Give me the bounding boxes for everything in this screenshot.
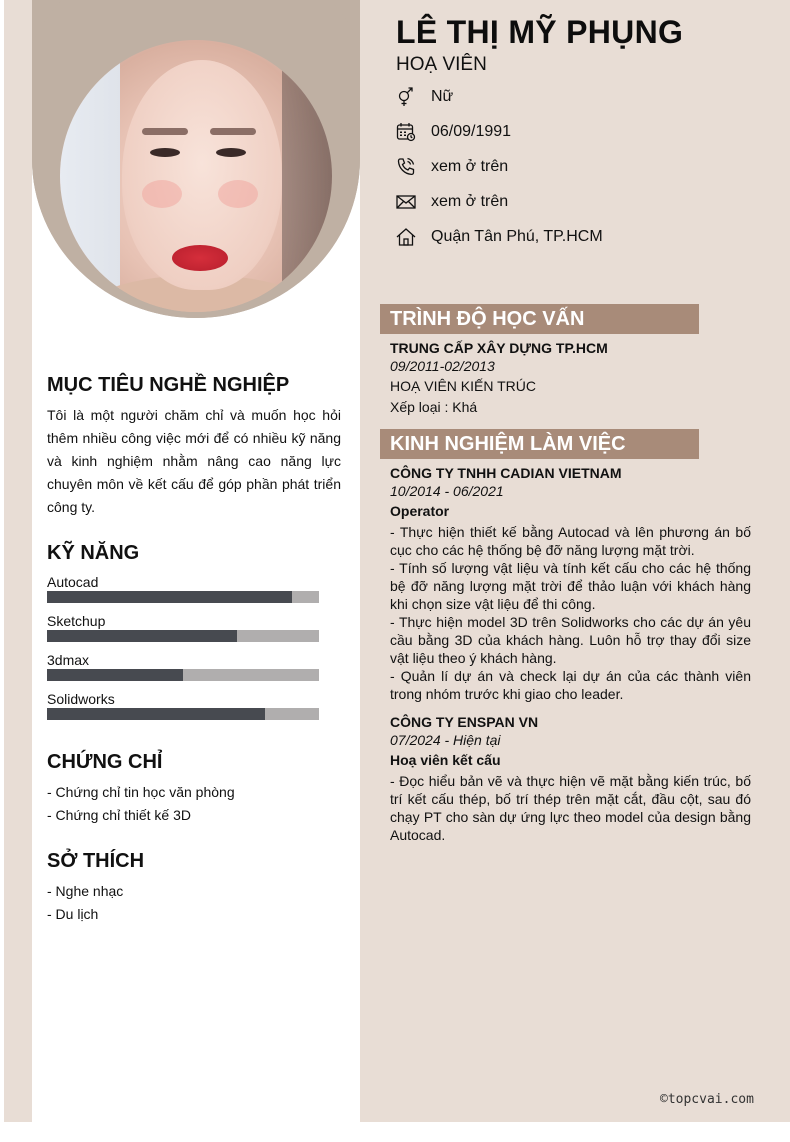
address-value: Quận Tân Phú, TP.HCM: [431, 228, 603, 245]
skill-label: Autocad: [47, 574, 99, 590]
job-company: CÔNG TY TNHH CADIAN VIETNAM: [390, 465, 622, 481]
home-icon: [396, 227, 416, 247]
job-period: 07/2024 - Hiện tại: [390, 732, 501, 748]
education-title: TRÌNH ĐỘ HỌC VẤN: [380, 304, 699, 334]
job-position: Hoạ viên kết cấu: [390, 752, 501, 768]
birthday-row: [396, 120, 511, 144]
email-row: [396, 190, 508, 214]
education-grade: Xếp loại : Khá: [390, 399, 478, 415]
objective-text: Tôi là một người chăm chỉ và muốn học hỏi thêm nhiều công việc mới để có nhiều kỹ năng và kinh nghiệm nhằm nâng cao năng lực chuyên môn về kết cấu để góp phần phát triển công ty.: [47, 407, 341, 515]
mail-icon: [396, 192, 416, 212]
certificate-item: - Chứng chỉ tin học văn phòng: [47, 784, 235, 800]
hobbies-list: [47, 880, 123, 926]
job-description-line: - Quản lí dự án và check lại dự án của các thành viên trong nhóm trước khi giao cho leader.: [390, 668, 751, 702]
hobby-item: - Nghe nhạc: [47, 883, 124, 899]
job-description-line: - Thực hiện thiết kế bằng Autocad và lên phương án bố cục cho các hệ thống bệ đỡ năng lượng mặt trời.: [390, 524, 751, 558]
skill-bar-fill: [47, 708, 265, 720]
skill-bar: [47, 630, 319, 642]
birthday-value: 06/09/1991: [431, 123, 512, 140]
job-position: Operator: [390, 503, 450, 519]
skills-title: KỸ NĂNG: [47, 542, 140, 564]
candidate-name: LÊ THỊ MỸ PHỤNG: [396, 14, 684, 50]
certificates-title: CHỨNG CHỈ: [47, 751, 163, 773]
education-period: 09/2011-02/2013: [390, 358, 495, 374]
skill-label: Solidworks: [47, 691, 115, 707]
skill-bar: [47, 591, 319, 603]
gender-icon: [396, 87, 416, 107]
objective-title: MỤC TIÊU NGHỀ NGHIỆP: [47, 374, 290, 396]
phone-icon: [396, 157, 416, 177]
job-description: [390, 772, 751, 844]
calendar-icon: [396, 122, 416, 142]
job-period: 10/2014 - 06/2021: [390, 483, 504, 499]
skill-bar-fill: [47, 669, 183, 681]
gender-row: [396, 85, 453, 109]
job-description-line: - Đọc hiểu bản vẽ và thực hiện vẽ mặt bằng kiến trúc, bố trí kết cấu thép, bố trí thép trên mặt cắt, đầu cột, sau đó chạy PT cho sàn dự ứng lực theo model của design bằng Autocad.: [390, 773, 751, 843]
job-description: [390, 523, 751, 703]
profile-photo: [60, 40, 332, 312]
gender-value: Nữ: [431, 88, 454, 105]
hobby-item: - Du lịch: [47, 906, 99, 922]
watermark: ©topcvai.com: [660, 1092, 754, 1107]
skill-bar: [47, 708, 319, 720]
phone-row: [396, 155, 508, 179]
candidate-role: HOẠ VIÊN: [396, 54, 487, 75]
address-row: [396, 225, 603, 249]
skill-label: Sketchup: [47, 613, 106, 629]
skill-bar: [47, 669, 319, 681]
education-major: HOẠ VIÊN KIẾN TRÚC: [390, 378, 536, 394]
experience-title: KINH NGHIỆM LÀM VIỆC: [380, 429, 699, 459]
certificates-list: [47, 781, 235, 827]
skill-label: 3dmax: [47, 652, 90, 668]
job-description-line: - Tính số lượng vật liệu và tính kết cấu cho các hệ thống bệ đỡ năng lượng mặt trời để thảo luận với khách hàng khi chọn size vật liệu để thi công.: [390, 560, 751, 612]
email-value: xem ở trên: [431, 193, 509, 210]
job-company: CÔNG TY ENSPAN VN: [390, 714, 539, 730]
photo-frame: [32, 0, 360, 318]
phone-value: xem ở trên: [431, 158, 509, 175]
job-description-line: - Thực hiện model 3D trên Solidworks cho các dự án yêu cầu bằng 3D của khách hàng. Luôn hỗ trợ thay đổi size vật liệu theo ý khách hàng.: [390, 614, 751, 666]
hobbies-title: SỞ THÍCH: [47, 850, 145, 872]
skill-bar-fill: [47, 591, 292, 603]
certificate-item: - Chứng chỉ thiết kế 3D: [47, 807, 191, 823]
education-school: TRUNG CẤP XÂY DỰNG TP.HCM: [390, 340, 608, 356]
skill-bar-fill: [47, 630, 237, 642]
